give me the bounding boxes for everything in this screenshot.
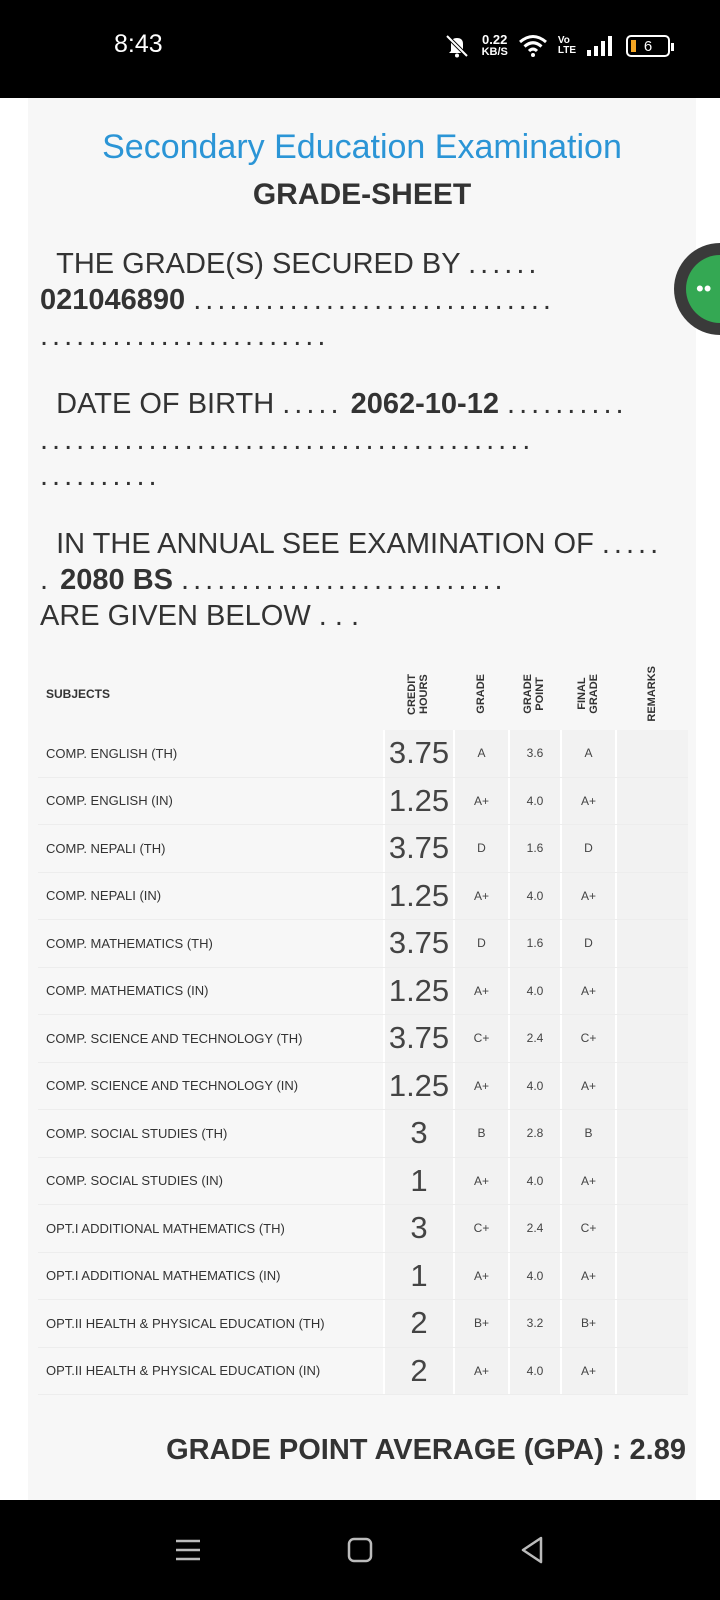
symbol-number: 021046890 — [40, 284, 186, 316]
subject-cell: OPT.II HEALTH & PHYSICAL EDUCATION (IN) — [46, 1363, 321, 1379]
credit-hours-cell: 3 — [383, 1110, 453, 1157]
grade-point-cell: 3.6 — [508, 730, 560, 777]
grade-point-cell: 4.0 — [508, 1158, 560, 1205]
final-grade-cell: A+ — [560, 873, 615, 920]
battery-level: 6 — [643, 37, 653, 55]
header-subjects: SUBJECTS — [46, 687, 111, 701]
header-grade: GRADE — [474, 674, 487, 714]
remarks-cell — [615, 1300, 688, 1347]
status-icons — [442, 30, 670, 62]
volte-bottom: LTE — [557, 45, 576, 56]
exam-label: IN THE ANNUAL SEE EXAMINATION OF — [56, 528, 594, 560]
grade-sheet — [28, 98, 696, 1500]
subject-cell: COMP. ENGLISH (IN) — [46, 793, 173, 809]
final-grade-cell: A+ — [560, 1158, 615, 1205]
subject-cell: COMP. SCIENCE AND TECHNOLOGY (TH) — [46, 1030, 303, 1046]
table-row — [38, 1015, 688, 1063]
grade-point-cell: 4.0 — [508, 778, 560, 825]
exam-paragraph: IN THE ANNUAL SEE EXAMINATION OF ..... . 2080 BS ........................... ARE GIVEN BELOW . . . — [40, 528, 663, 632]
grade-cell: A+ — [453, 1158, 508, 1205]
net-speed — [482, 33, 508, 59]
exam-title: Secondary Education Examination — [102, 128, 622, 166]
remarks-cell — [615, 1158, 688, 1205]
final-grade-cell: D — [560, 920, 615, 967]
final-grade-cell: A+ — [560, 968, 615, 1015]
remarks-cell — [615, 1205, 688, 1252]
grade-cell: B — [453, 1110, 508, 1157]
grade-cell: A+ — [453, 1348, 508, 1395]
subject-cell: COMP. MATHEMATICS (TH) — [46, 935, 213, 951]
remarks-cell — [615, 873, 688, 920]
grade-cell: A+ — [453, 873, 508, 920]
secured-by-paragraph: THE GRADE(S) SECURED BY ...... 021046890 .............................. ........................ — [40, 248, 555, 352]
exam-year: 2080 BS — [60, 564, 173, 596]
grade-point-cell: 4.0 — [508, 968, 560, 1015]
grade-cell: A+ — [453, 1063, 508, 1110]
grade-point-cell: 2.4 — [508, 1015, 560, 1062]
table-row — [38, 1253, 688, 1301]
table-row — [38, 1158, 688, 1206]
remarks-cell — [615, 1253, 688, 1300]
status-time: 8:43 — [114, 30, 163, 58]
table-row — [38, 873, 688, 921]
subject-cell: COMP. SOCIAL STUDIES (TH) — [46, 1125, 228, 1141]
grade-cell: B+ — [453, 1300, 508, 1347]
grade-cell: C+ — [453, 1015, 508, 1062]
grade-point-cell: 4.0 — [508, 873, 560, 920]
remarks-cell — [615, 920, 688, 967]
table-row — [38, 1300, 688, 1348]
grade-cell: D — [453, 825, 508, 872]
table-row — [38, 778, 688, 826]
remarks-cell — [615, 778, 688, 825]
table-row — [38, 825, 688, 873]
subject-cell: OPT.II HEALTH & PHYSICAL EDUCATION (TH) — [46, 1315, 325, 1331]
table-row — [38, 1348, 688, 1396]
final-grade-cell: B — [560, 1110, 615, 1157]
subject-cell: OPT.I ADDITIONAL MATHEMATICS (IN) — [46, 1268, 281, 1284]
net-speed-value: 0.22 — [482, 32, 508, 47]
secured-by-label: THE GRADE(S) SECURED BY — [56, 248, 461, 280]
grades-table — [38, 658, 688, 1395]
header-credit-hours: CREDIT HOURS — [406, 673, 430, 715]
grade-point-cell: 2.8 — [508, 1110, 560, 1157]
credit-hours-cell: 3 — [383, 1205, 453, 1252]
sheet-title: GRADE-SHEET — [252, 178, 472, 211]
credit-hours-cell: 3.75 — [383, 730, 453, 777]
credit-hours-cell: 3.75 — [383, 825, 453, 872]
volte-indicator — [558, 36, 576, 56]
content-area — [0, 98, 720, 1500]
grade-point-cell: 1.6 — [508, 825, 560, 872]
gpa-summary: GRADE POINT AVERAGE (GPA) : 2.89 — [166, 1434, 686, 1466]
remarks-cell — [615, 1348, 688, 1395]
grade-cell: A+ — [453, 778, 508, 825]
credit-hours-cell: 1 — [383, 1253, 453, 1300]
credit-hours-cell: 1 — [383, 1158, 453, 1205]
final-grade-cell: A+ — [560, 1253, 615, 1300]
net-speed-unit: KB/S — [481, 46, 508, 58]
final-grade-cell: C+ — [560, 1205, 615, 1252]
subject-cell: COMP. SOCIAL STUDIES (IN) — [46, 1173, 223, 1189]
table-row — [38, 1063, 688, 1111]
final-grade-cell: A+ — [560, 1348, 615, 1395]
grade-cell: C+ — [453, 1205, 508, 1252]
given-below: ARE GIVEN BELOW . . . — [40, 600, 360, 632]
table-row — [38, 730, 688, 778]
subject-cell: COMP. ENGLISH (TH) — [46, 745, 178, 761]
grade-point-cell: 1.6 — [508, 920, 560, 967]
remarks-cell — [615, 968, 688, 1015]
header-final-grade: FINAL GRADE — [575, 674, 600, 714]
dob-paragraph: DATE OF BIRTH ..... 2062-10-12 .......... ......................................... .......... — [40, 388, 628, 492]
grade-cell: A+ — [453, 968, 508, 1015]
subject-cell: COMP. NEPALI (IN) — [46, 888, 162, 904]
grade-point-cell: 2.4 — [508, 1205, 560, 1252]
volte-top: Vo — [557, 35, 570, 46]
grade-cell: A — [453, 730, 508, 777]
final-grade-cell: C+ — [560, 1015, 615, 1062]
table-row — [38, 1110, 688, 1158]
grade-cell: A+ — [453, 1253, 508, 1300]
credit-hours-cell: 3.75 — [383, 920, 453, 967]
grades-table-body — [38, 730, 688, 1395]
credit-hours-cell: 1.25 — [383, 873, 453, 920]
menu-icon[interactable] — [168, 1530, 208, 1570]
remarks-cell — [615, 1015, 688, 1062]
subject-cell: OPT.I ADDITIONAL MATHEMATICS (TH) — [46, 1220, 285, 1236]
header-grade-point: GRADE POINT — [522, 674, 546, 714]
final-grade-cell: A+ — [560, 1063, 615, 1110]
credit-hours-cell: 3.75 — [383, 1015, 453, 1062]
remarks-cell — [615, 730, 688, 777]
credit-hours-cell: 1.25 — [383, 968, 453, 1015]
remarks-cell — [615, 825, 688, 872]
grade-point-cell: 4.0 — [508, 1348, 560, 1395]
remarks-cell — [615, 1110, 688, 1157]
remarks-cell — [615, 1063, 688, 1110]
table-row — [38, 968, 688, 1016]
table-row — [38, 920, 688, 968]
signal-icon — [586, 35, 616, 57]
table-row — [38, 1205, 688, 1253]
header-remarks: REMARKS — [645, 666, 658, 722]
subject-cell: COMP. SCIENCE AND TECHNOLOGY (IN) — [46, 1078, 299, 1094]
final-grade-cell: B+ — [560, 1300, 615, 1347]
credit-hours-cell: 2 — [383, 1348, 453, 1395]
credit-hours-cell: 1.25 — [383, 1063, 453, 1110]
home-icon[interactable] — [340, 1530, 380, 1570]
status-bar — [0, 0, 720, 98]
battery-icon — [626, 35, 670, 57]
credit-hours-cell: 1.25 — [383, 778, 453, 825]
grade-point-cell: 4.0 — [508, 1063, 560, 1110]
grades-table-header — [38, 658, 688, 730]
chat-dots-icon: •• — [686, 255, 720, 323]
subject-cell: COMP. NEPALI (TH) — [46, 840, 166, 856]
grade-cell: D — [453, 920, 508, 967]
grade-point-cell: 4.0 — [508, 1253, 560, 1300]
final-grade-cell: A — [560, 730, 615, 777]
dob-value: 2062-10-12 — [350, 388, 499, 420]
wifi-icon — [518, 34, 548, 58]
back-icon[interactable] — [512, 1530, 552, 1570]
final-grade-cell: A+ — [560, 778, 615, 825]
navigation-bar — [0, 1500, 720, 1600]
mute-icon — [442, 33, 472, 59]
credit-hours-cell: 2 — [383, 1300, 453, 1347]
subject-cell: COMP. MATHEMATICS (IN) — [46, 983, 209, 999]
grade-point-cell: 3.2 — [508, 1300, 560, 1347]
final-grade-cell: D — [560, 825, 615, 872]
dob-label: DATE OF BIRTH — [56, 388, 275, 420]
